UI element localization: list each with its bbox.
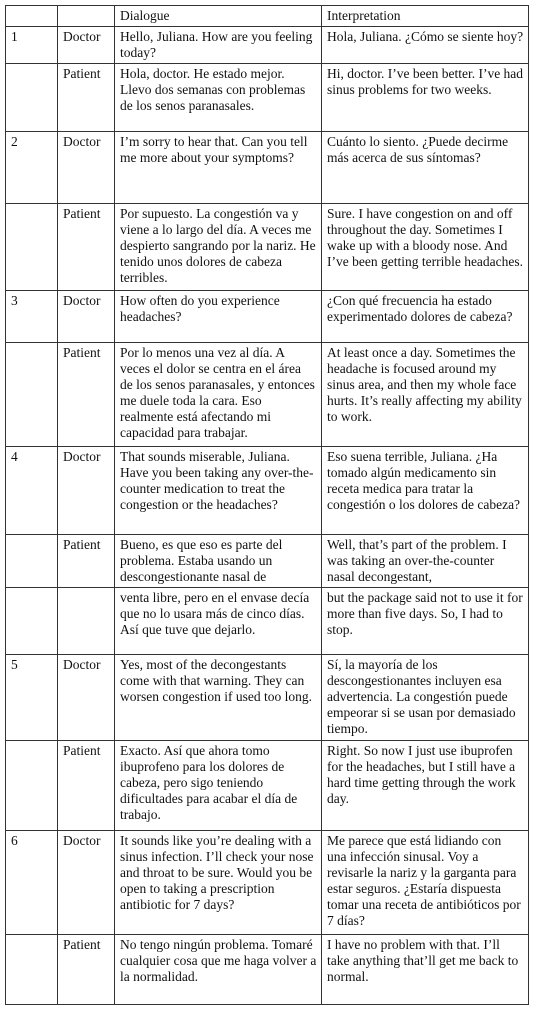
table-row <box>6 831 529 935</box>
row-dialogue: Hello, Juliana. How are you feeling today? <box>115 27 322 64</box>
row-dialogue: How often do you experience headaches? <box>115 291 322 343</box>
row-dialogue: I’m sorry to hear that. Can you tell me more about your symptoms? <box>115 132 322 204</box>
row-number <box>6 935 58 1005</box>
row-speaker: Doctor <box>58 132 115 204</box>
row-number: 4 <box>6 447 58 535</box>
row-interpretation: Well, that’s part of the problem. I was taking an over-the-counter nasal decongestant, <box>322 535 529 588</box>
row-speaker: Patient <box>58 535 115 588</box>
row-dialogue: No tengo ningún problema. Tomaré cualquier cosa que me haga volver a la normalidad. <box>115 935 322 1005</box>
row-dialogue: That sounds miserable, Juliana. Have you been taking any over-the-counter medication to treat the congestion or the headaches? <box>115 447 322 535</box>
row-speaker: Doctor <box>58 291 115 343</box>
row-speaker <box>58 588 115 655</box>
dialogue-table <box>5 5 529 1005</box>
table-row <box>6 27 529 64</box>
row-interpretation: At least once a day. Sometimes the headache is focused around my sinus area, and then my whole face hurts. It’s really affecting my ability to work. <box>322 343 529 447</box>
row-number <box>6 343 58 447</box>
row-interpretation: Right. So now I just use ibuprofen for the headaches, but I still have a hard time getting through the work day. <box>322 741 529 831</box>
header-speaker <box>58 6 115 27</box>
row-number <box>6 741 58 831</box>
row-interpretation: Sí, la mayoría de los descongestionantes incluyen esa advertencia. La congestión puede empeorar si se usan por demasiado tiempo. <box>322 655 529 741</box>
header-interpretation: Interpretation <box>322 6 529 27</box>
row-number <box>6 204 58 291</box>
row-interpretation: Eso suena terrible, Juliana. ¿Ha tomado algún medicamento sin receta medica para tratar la congestión o los dolores de cabeza? <box>322 447 529 535</box>
row-interpretation: Hi, doctor. I’ve been better. I’ve had sinus problems for two weeks. <box>322 64 529 132</box>
row-speaker: Doctor <box>58 27 115 64</box>
row-number: 5 <box>6 655 58 741</box>
row-dialogue: Por lo menos una vez al día. A veces el dolor se centra en el área de los senos paranasales, y entonces me duele toda la cara. Eso realmente está afectando mi capacidad para trabajar. <box>115 343 322 447</box>
row-speaker: Patient <box>58 343 115 447</box>
header-dialogue: Dialogue <box>115 6 322 27</box>
row-speaker: Patient <box>58 64 115 132</box>
table-row <box>6 343 529 447</box>
row-dialogue: venta libre, pero en el envase decía que no lo usara más de cinco días. Así que tuve que dejarlo. <box>115 588 322 655</box>
row-dialogue: It sounds like you’re dealing with a sinus infection. I’ll check your nose and throat to be sure. Would you be open to taking a prescription antibiotic for 7 days? <box>115 831 322 935</box>
row-number: 1 <box>6 27 58 64</box>
row-number <box>6 588 58 655</box>
row-dialogue: Exacto. Así que ahora tomo ibuprofeno para los dolores de cabeza, pero sigo teniendo dificultades para acabar el día de trabajo. <box>115 741 322 831</box>
table-row <box>6 655 529 741</box>
row-speaker: Doctor <box>58 831 115 935</box>
row-number <box>6 64 58 132</box>
row-dialogue: Por supuesto. La congestión va y viene a lo largo del día. A veces me despierto sangrando por la nariz. He tenido unos dolores de cabeza terribles. <box>115 204 322 291</box>
row-dialogue: Hola, doctor. He estado mejor. Llevo dos semanas con problemas de los senos paranasales. <box>115 64 322 132</box>
row-interpretation: I have no problem with that. I’ll take anything that’ll get me back to normal. <box>322 935 529 1005</box>
table-row <box>6 535 529 588</box>
table-row <box>6 935 529 1005</box>
header-row <box>6 6 529 27</box>
row-dialogue: Yes, most of the decongestants come with that warning. They can worsen congestion if used too long. <box>115 655 322 741</box>
row-speaker: Doctor <box>58 447 115 535</box>
row-speaker: Doctor <box>58 655 115 741</box>
row-interpretation: Me parece que está lidiando con una infección sinusal. Voy a revisarle la nariz y la garganta para estar seguros. ¿Estaría dispuesta tomar una receta de antibióticos por 7 días? <box>322 831 529 935</box>
row-dialogue: Bueno, es que eso es parte del problema. Estaba usando un descongestionante nasal de <box>115 535 322 588</box>
table-row <box>6 204 529 291</box>
row-speaker: Patient <box>58 741 115 831</box>
table-row <box>6 64 529 132</box>
row-number: 3 <box>6 291 58 343</box>
row-interpretation: Sure. I have congestion on and off throughout the day. Sometimes I wake up with a bloody nose. And I’ve been getting terrible headaches. <box>322 204 529 291</box>
row-speaker: Patient <box>58 935 115 1005</box>
row-number: 6 <box>6 831 58 935</box>
table-row <box>6 741 529 831</box>
table-row <box>6 132 529 204</box>
row-speaker: Patient <box>58 204 115 291</box>
header-number <box>6 6 58 27</box>
row-interpretation: ¿Con qué frecuencia ha estado experimentado dolores de cabeza? <box>322 291 529 343</box>
table-row <box>6 291 529 343</box>
row-interpretation: Cuánto lo siento. ¿Puede decirme más acerca de sus síntomas? <box>322 132 529 204</box>
row-interpretation: Hola, Juliana. ¿Cómo se siente hoy? <box>322 27 529 64</box>
row-number <box>6 535 58 588</box>
table-row <box>6 447 529 535</box>
row-number: 2 <box>6 132 58 204</box>
table-row <box>6 588 529 655</box>
row-interpretation: but the package said not to use it for more than five days. So, I had to stop. <box>322 588 529 655</box>
